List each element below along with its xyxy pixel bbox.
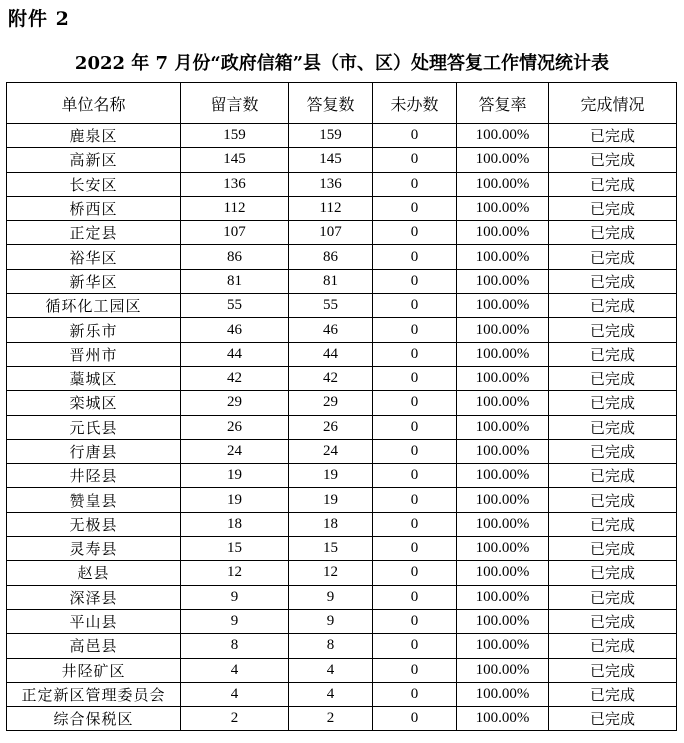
unit-name-cell: 灵寿县	[7, 537, 181, 561]
table-row	[7, 196, 677, 220]
header-unit-name: 单位名称	[7, 83, 181, 124]
completion-status-cell: 已完成	[549, 415, 677, 439]
pending-count-cell: 0	[373, 196, 457, 220]
message-count-cell: 55	[181, 294, 289, 318]
pending-count-cell: 0	[373, 366, 457, 390]
unit-name-cell: 井陉县	[7, 464, 181, 488]
message-count-cell: 12	[181, 561, 289, 585]
completion-status-cell: 已完成	[549, 172, 677, 196]
table-row	[7, 245, 677, 269]
message-count-cell: 9	[181, 609, 289, 633]
page-title: 2022 年 7 月份“政府信箱”县（市、区）处理答复工作情况统计表	[74, 53, 610, 74]
message-count-cell: 4	[181, 658, 289, 682]
reply-count-cell: 4	[289, 658, 373, 682]
table-row	[7, 269, 677, 293]
unit-name-cell: 平山县	[7, 609, 181, 633]
pending-count-cell: 0	[373, 537, 457, 561]
table-row	[7, 682, 677, 706]
message-count-cell: 19	[181, 464, 289, 488]
reply-count-cell: 81	[289, 269, 373, 293]
reply-rate-cell: 100.00%	[457, 245, 549, 269]
table-row	[7, 221, 677, 245]
message-count-cell: 136	[181, 172, 289, 196]
reply-count-cell: 9	[289, 609, 373, 633]
completion-status-cell: 已完成	[549, 512, 677, 536]
message-count-cell: 9	[181, 585, 289, 609]
reply-count-cell: 19	[289, 488, 373, 512]
reply-rate-cell: 100.00%	[457, 537, 549, 561]
reply-count-cell: 9	[289, 585, 373, 609]
message-count-cell: 81	[181, 269, 289, 293]
completion-status-cell: 已完成	[549, 221, 677, 245]
message-count-cell: 19	[181, 488, 289, 512]
completion-status-cell: 已完成	[549, 391, 677, 415]
unit-name-cell: 综合保税区	[7, 707, 181, 731]
reply-rate-cell: 100.00%	[457, 707, 549, 731]
table-row	[7, 512, 677, 536]
reply-rate-cell: 100.00%	[457, 294, 549, 318]
unit-name-cell: 循环化工园区	[7, 294, 181, 318]
reply-rate-cell: 100.00%	[457, 172, 549, 196]
pending-count-cell: 0	[373, 342, 457, 366]
reply-rate-cell: 100.00%	[457, 415, 549, 439]
table-header	[7, 83, 677, 124]
reply-rate-cell: 100.00%	[457, 634, 549, 658]
pending-count-cell: 0	[373, 269, 457, 293]
pending-count-cell: 0	[373, 488, 457, 512]
completion-status-cell: 已完成	[549, 318, 677, 342]
reply-count-cell: 12	[289, 561, 373, 585]
unit-name-cell: 赞皇县	[7, 488, 181, 512]
table-row	[7, 488, 677, 512]
completion-status-cell: 已完成	[549, 488, 677, 512]
unit-name-cell: 无极县	[7, 512, 181, 536]
completion-status-cell: 已完成	[549, 148, 677, 172]
reply-rate-cell: 100.00%	[457, 488, 549, 512]
table-row	[7, 537, 677, 561]
reply-count-cell: 24	[289, 439, 373, 463]
reply-count-cell: 44	[289, 342, 373, 366]
header-completion-status: 完成情况	[549, 83, 677, 124]
table-row	[7, 561, 677, 585]
unit-name-cell: 新乐市	[7, 318, 181, 342]
completion-status-cell: 已完成	[549, 682, 677, 706]
pending-count-cell: 0	[373, 391, 457, 415]
completion-status-cell: 已完成	[549, 561, 677, 585]
table-row	[7, 464, 677, 488]
pending-count-cell: 0	[373, 609, 457, 633]
completion-status-cell: 已完成	[549, 634, 677, 658]
table-row	[7, 342, 677, 366]
unit-name-cell: 鹿泉区	[7, 124, 181, 148]
reply-rate-cell: 100.00%	[457, 196, 549, 220]
unit-name-cell: 深泽县	[7, 585, 181, 609]
message-count-cell: 46	[181, 318, 289, 342]
pending-count-cell: 0	[373, 585, 457, 609]
reply-rate-cell: 100.00%	[457, 366, 549, 390]
completion-status-cell: 已完成	[549, 294, 677, 318]
attachment-label: 附件 2	[8, 8, 70, 30]
message-count-cell: 18	[181, 512, 289, 536]
message-count-cell: 86	[181, 245, 289, 269]
completion-status-cell: 已完成	[549, 245, 677, 269]
unit-name-cell: 高邑县	[7, 634, 181, 658]
reply-count-cell: 19	[289, 464, 373, 488]
pending-count-cell: 0	[373, 415, 457, 439]
reply-rate-cell: 100.00%	[457, 391, 549, 415]
statistics-table	[6, 82, 677, 731]
reply-rate-cell: 100.00%	[457, 585, 549, 609]
message-count-cell: 112	[181, 196, 289, 220]
unit-name-cell: 高新区	[7, 148, 181, 172]
reply-count-cell: 136	[289, 172, 373, 196]
reply-count-cell: 55	[289, 294, 373, 318]
table-row	[7, 634, 677, 658]
completion-status-cell: 已完成	[549, 707, 677, 731]
table-row	[7, 707, 677, 731]
header-reply-count: 答复数	[289, 83, 373, 124]
reply-count-cell: 2	[289, 707, 373, 731]
message-count-cell: 24	[181, 439, 289, 463]
message-count-cell: 2	[181, 707, 289, 731]
table-row	[7, 658, 677, 682]
message-count-cell: 42	[181, 366, 289, 390]
completion-status-cell: 已完成	[549, 342, 677, 366]
message-count-cell: 8	[181, 634, 289, 658]
unit-name-cell: 新华区	[7, 269, 181, 293]
header-reply-rate: 答复率	[457, 83, 549, 124]
pending-count-cell: 0	[373, 294, 457, 318]
completion-status-cell: 已完成	[549, 658, 677, 682]
message-count-cell: 15	[181, 537, 289, 561]
pending-count-cell: 0	[373, 634, 457, 658]
pending-count-cell: 0	[373, 221, 457, 245]
completion-status-cell: 已完成	[549, 196, 677, 220]
reply-rate-cell: 100.00%	[457, 342, 549, 366]
reply-rate-cell: 100.00%	[457, 609, 549, 633]
completion-status-cell: 已完成	[549, 366, 677, 390]
reply-rate-cell: 100.00%	[457, 658, 549, 682]
reply-count-cell: 107	[289, 221, 373, 245]
table-row	[7, 585, 677, 609]
reply-rate-cell: 100.00%	[457, 512, 549, 536]
completion-status-cell: 已完成	[549, 609, 677, 633]
completion-status-cell: 已完成	[549, 124, 677, 148]
reply-rate-cell: 100.00%	[457, 682, 549, 706]
message-count-cell: 159	[181, 124, 289, 148]
reply-count-cell: 26	[289, 415, 373, 439]
table-row	[7, 124, 677, 148]
reply-count-cell: 42	[289, 366, 373, 390]
reply-count-cell: 18	[289, 512, 373, 536]
pending-count-cell: 0	[373, 245, 457, 269]
reply-rate-cell: 100.00%	[457, 561, 549, 585]
pending-count-cell: 0	[373, 512, 457, 536]
reply-count-cell: 159	[289, 124, 373, 148]
message-count-cell: 44	[181, 342, 289, 366]
table-row	[7, 391, 677, 415]
unit-name-cell: 藁城区	[7, 366, 181, 390]
message-count-cell: 29	[181, 391, 289, 415]
table-row	[7, 318, 677, 342]
pending-count-cell: 0	[373, 148, 457, 172]
pending-count-cell: 0	[373, 124, 457, 148]
message-count-cell: 4	[181, 682, 289, 706]
unit-name-cell: 桥西区	[7, 196, 181, 220]
unit-name-cell: 井陉矿区	[7, 658, 181, 682]
reply-count-cell: 29	[289, 391, 373, 415]
reply-count-cell: 15	[289, 537, 373, 561]
reply-count-cell: 4	[289, 682, 373, 706]
completion-status-cell: 已完成	[549, 585, 677, 609]
reply-rate-cell: 100.00%	[457, 148, 549, 172]
completion-status-cell: 已完成	[549, 439, 677, 463]
message-count-cell: 107	[181, 221, 289, 245]
completion-status-cell: 已完成	[549, 269, 677, 293]
reply-rate-cell: 100.00%	[457, 124, 549, 148]
pending-count-cell: 0	[373, 707, 457, 731]
table-body	[7, 124, 677, 731]
unit-name-cell: 晋州市	[7, 342, 181, 366]
unit-name-cell: 赵县	[7, 561, 181, 585]
header-message-count: 留言数	[181, 83, 289, 124]
pending-count-cell: 0	[373, 658, 457, 682]
unit-name-cell: 裕华区	[7, 245, 181, 269]
unit-name-cell: 行唐县	[7, 439, 181, 463]
pending-count-cell: 0	[373, 172, 457, 196]
reply-rate-cell: 100.00%	[457, 464, 549, 488]
table-row	[7, 294, 677, 318]
unit-name-cell: 长安区	[7, 172, 181, 196]
pending-count-cell: 0	[373, 439, 457, 463]
message-count-cell: 26	[181, 415, 289, 439]
table-row	[7, 439, 677, 463]
unit-name-cell: 元氏县	[7, 415, 181, 439]
completion-status-cell: 已完成	[549, 537, 677, 561]
header-pending-count: 未办数	[373, 83, 457, 124]
reply-rate-cell: 100.00%	[457, 439, 549, 463]
table-row	[7, 366, 677, 390]
reply-rate-cell: 100.00%	[457, 318, 549, 342]
unit-name-cell: 正定新区管理委员会	[7, 682, 181, 706]
table-row	[7, 148, 677, 172]
unit-name-cell: 正定县	[7, 221, 181, 245]
table-row	[7, 172, 677, 196]
header-row	[7, 83, 677, 124]
table-row	[7, 609, 677, 633]
pending-count-cell: 0	[373, 464, 457, 488]
reply-count-cell: 86	[289, 245, 373, 269]
reply-count-cell: 46	[289, 318, 373, 342]
message-count-cell: 145	[181, 148, 289, 172]
pending-count-cell: 0	[373, 561, 457, 585]
pending-count-cell: 0	[373, 682, 457, 706]
reply-rate-cell: 100.00%	[457, 221, 549, 245]
reply-rate-cell: 100.00%	[457, 269, 549, 293]
reply-count-cell: 8	[289, 634, 373, 658]
reply-count-cell: 112	[289, 196, 373, 220]
reply-count-cell: 145	[289, 148, 373, 172]
completion-status-cell: 已完成	[549, 464, 677, 488]
table-row	[7, 415, 677, 439]
pending-count-cell: 0	[373, 318, 457, 342]
unit-name-cell: 栾城区	[7, 391, 181, 415]
